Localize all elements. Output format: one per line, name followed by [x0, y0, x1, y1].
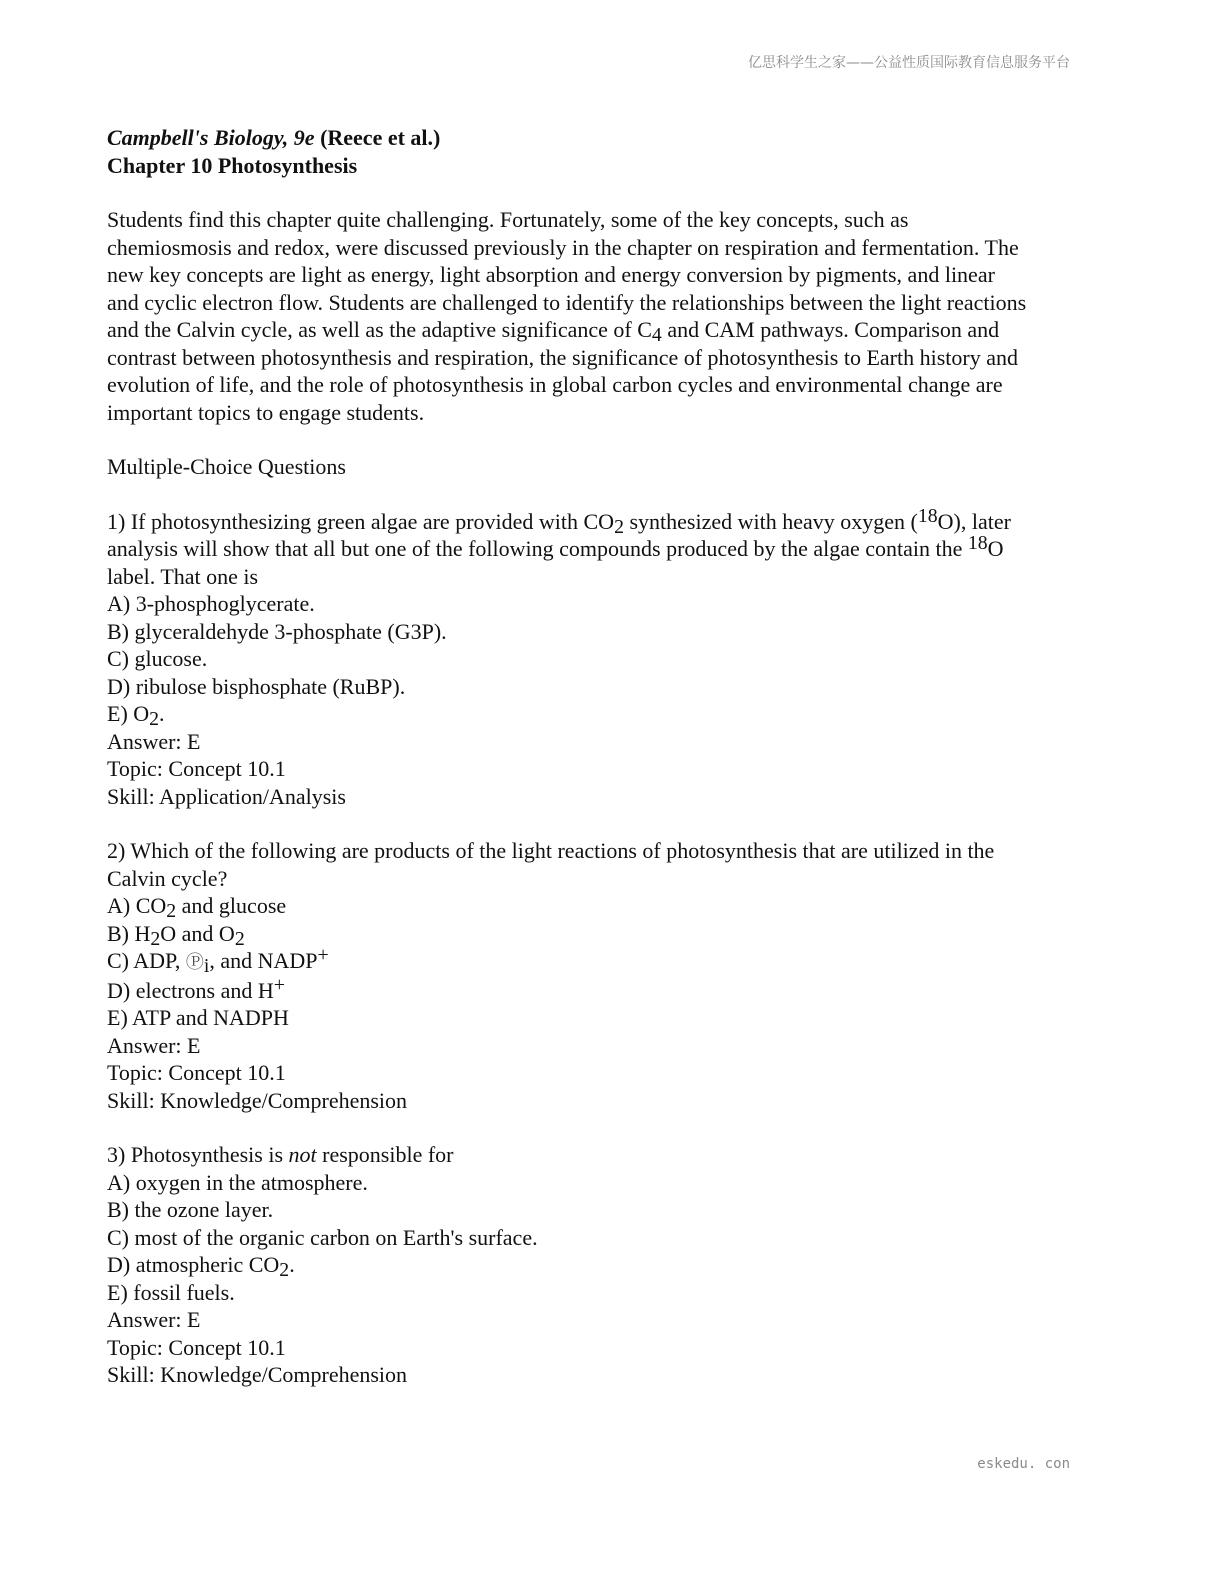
intro-line	[107, 316, 1117, 344]
subscript: 4	[651, 324, 662, 346]
option-text: .	[159, 701, 165, 726]
option-c	[107, 944, 1117, 977]
subscript: 2	[166, 900, 177, 922]
intro-line: new key concepts are light as energy, light absorption and energy conversion by pigments, and linear	[107, 262, 995, 287]
superscript: 18	[967, 532, 988, 554]
option-d: D) ribulose bisphosphate (RuBP).	[107, 673, 406, 699]
book-title: Campbell's Biology, 9e	[107, 125, 315, 150]
topic-line: Topic: Concept 10.1	[107, 1060, 286, 1085]
answer-line: Answer: E	[107, 1032, 201, 1058]
option-text: O and O	[160, 920, 235, 946]
option-e	[107, 700, 1117, 728]
skill-line: Skill: Knowledge/Comprehension	[107, 1087, 408, 1113]
subscript: 2	[279, 1259, 290, 1281]
subscript: 2	[614, 515, 624, 538]
option-b	[107, 920, 1117, 948]
superscript: 18	[917, 504, 938, 527]
intro-line: evolution of life, and the role of photosynthesis in global carbon cycles and environmental change are	[107, 372, 1003, 397]
skill-line: Skill: Knowledge/Comprehension	[107, 1362, 408, 1387]
intro-text: and the Calvin cycle, as well as the adaptive significance of C	[107, 317, 652, 342]
option-c: C) most of the organic carbon on Earth's surface.	[107, 1224, 538, 1250]
intro-line: important topics to engage students.	[107, 399, 425, 425]
topic-line: Topic: Concept 10.1	[107, 1334, 286, 1360]
section-label: Multiple-Choice Questions	[107, 454, 346, 479]
intro-line: contrast between photosynthesis and respiration, the significance of photosynthesis to Earth history and	[107, 344, 1018, 370]
option-text: B) H	[107, 920, 151, 946]
answer-line: Answer: E	[107, 1307, 201, 1332]
chapter-title: Chapter 10 Photosynthesis	[107, 152, 358, 178]
question-stem-line	[107, 532, 1117, 563]
circled-p-icon: Ⓟ	[185, 952, 204, 973]
option-a	[107, 892, 1117, 920]
question-stem-line	[107, 1141, 1117, 1169]
question-stem-line: label. That one is	[107, 563, 259, 589]
question-stem-line: 2) Which of the following are products of the light reactions of photosynthesis that are utilized in the	[107, 838, 995, 863]
option-e: E) ATP and NADPH	[107, 1005, 289, 1030]
option-text: C) ADP,	[107, 948, 186, 973]
option-d	[107, 1251, 1117, 1279]
option-text: , and NADP	[209, 948, 318, 973]
question-1	[107, 504, 1117, 811]
topic-line: Topic: Concept 10.1	[107, 756, 286, 781]
intro-line: chemiosmosis and redox, were discussed previously in the chapter on respiration and fermentation. The	[107, 234, 1019, 260]
subscript: 2	[150, 927, 161, 950]
subscript: i	[203, 955, 210, 977]
question-3	[107, 1141, 1117, 1389]
emphasis-text: not	[288, 1142, 317, 1167]
question-2	[107, 837, 1117, 1114]
stem-text: analysis will show that all but one of the following compounds produced by the algae contain the	[107, 536, 968, 561]
option-text: and glucose	[176, 893, 287, 918]
superscript: +	[317, 944, 329, 966]
option-text: A) CO	[107, 893, 167, 918]
option-e: E) fossil fuels.	[107, 1279, 235, 1305]
subscript: 2	[149, 708, 160, 730]
intro-paragraph	[107, 206, 1117, 426]
intro-line: and cyclic electron flow. Students are challenged to identify the relationships between the light reactions	[107, 289, 1027, 315]
option-d	[107, 973, 1117, 1005]
stem-text: O), later	[937, 508, 1011, 534]
option-c: C) glucose.	[107, 646, 208, 671]
subscript: 2	[234, 927, 245, 950]
stem-text: synthesized with heavy oxygen (	[623, 508, 918, 534]
option-b: B) glyceraldehyde 3-phosphate (G3P).	[107, 618, 447, 644]
question-stem-line: Calvin cycle?	[107, 865, 228, 891]
skill-line: Skill: Application/Analysis	[107, 783, 346, 809]
document-content	[107, 124, 1117, 1389]
option-text: E) O	[107, 701, 150, 726]
book-authors: (Reece et al.)	[314, 125, 441, 150]
intro-line: Students find this chapter quite challenging. Fortunately, some of the key concepts, such as	[107, 207, 909, 232]
header-watermark: 亿思科学生之家——公益性质国际教育信息服务平台	[748, 55, 1070, 71]
option-a: A) oxygen in the atmosphere.	[107, 1169, 368, 1195]
superscript: +	[273, 973, 285, 996]
footer-site: eskedu. con	[977, 1456, 1070, 1472]
question-stem-line	[107, 504, 1117, 538]
intro-text: and CAM pathways. Comparison and	[661, 317, 1000, 342]
option-b: B) the ozone layer.	[107, 1197, 274, 1222]
answer-line: Answer: E	[107, 728, 201, 754]
book-title-line	[107, 124, 1117, 152]
stem-text: O	[987, 536, 1004, 561]
stem-text: 1) If photosynthesizing green algae are provided with CO	[107, 508, 615, 534]
option-text: D) electrons and H	[107, 977, 274, 1003]
option-text: D) atmospheric CO	[107, 1252, 280, 1277]
option-a: A) 3-phosphoglycerate.	[107, 591, 315, 616]
option-text: .	[289, 1252, 295, 1277]
stem-text: 3) Photosynthesis is	[107, 1142, 289, 1167]
stem-text: responsible for	[316, 1142, 454, 1167]
